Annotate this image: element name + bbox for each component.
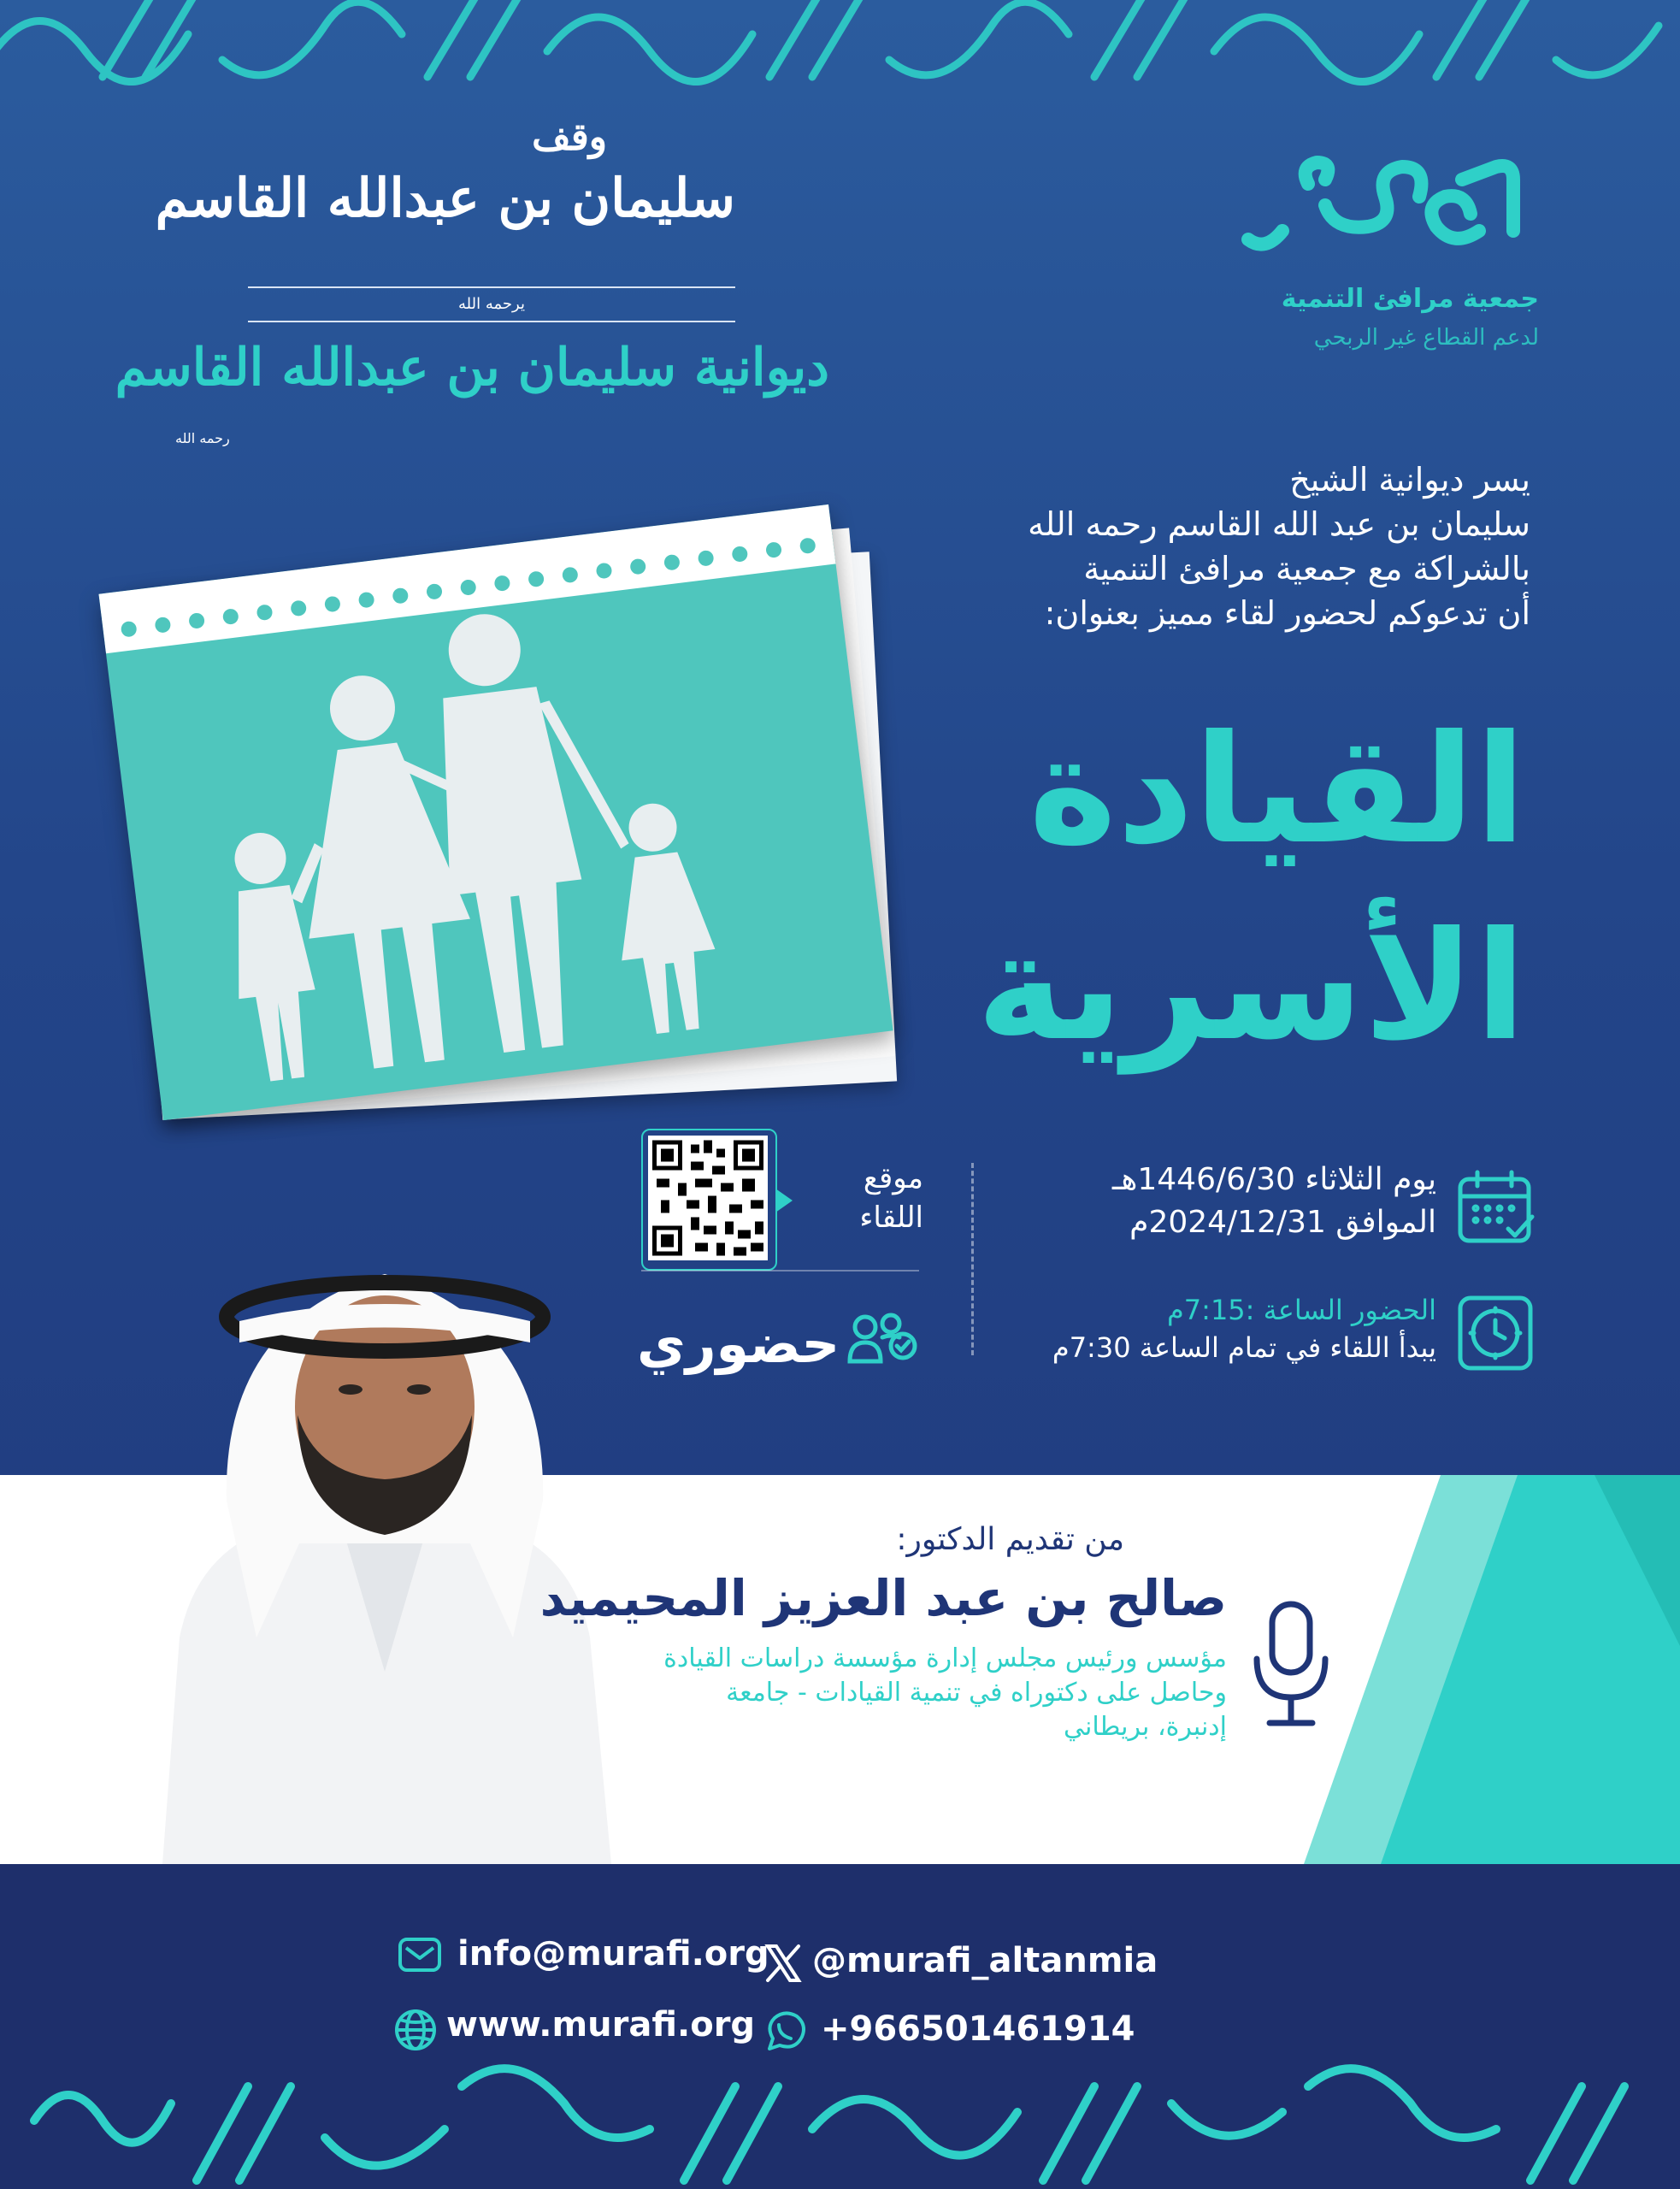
whatsapp-icon bbox=[763, 2009, 807, 2054]
waqf-block bbox=[155, 115, 735, 321]
contact-twitter[interactable]: @murafi_altanmia bbox=[812, 1941, 1158, 1980]
qr-pointer bbox=[775, 1189, 793, 1213]
contact-email[interactable]: info@murafi.org bbox=[457, 1934, 769, 1974]
invitation-line-1: يسر ديوانية الشيخ bbox=[1289, 461, 1530, 499]
family-photo-card bbox=[98, 504, 893, 1120]
presenter-bio-line-3: إدنبرة، بريطاني bbox=[1064, 1712, 1227, 1742]
contact-phone[interactable]: +966501461914 bbox=[821, 2009, 1135, 2049]
presenter-bio-line-1: مؤسس ورئيس مجلس إدارة مؤسسة دراسات القيادة bbox=[663, 1643, 1227, 1673]
location-label-line-2: اللقاء bbox=[859, 1201, 923, 1235]
event-title-line-1: القيادة bbox=[1029, 704, 1526, 877]
top-decoration bbox=[0, 0, 1680, 86]
presenter-intro: من تقديم الدكتور: bbox=[896, 1522, 1124, 1557]
event-title-line-2: الأسرية bbox=[976, 900, 1526, 1074]
time-attendance: الحضور الساعة :7:15م bbox=[1166, 1294, 1436, 1326]
invitation-line-4: أن تدعوكم لحضور لقاء مميز بعنوان: bbox=[1044, 594, 1530, 632]
qr-code[interactable] bbox=[648, 1136, 768, 1260]
presenter-photo bbox=[145, 1193, 624, 1864]
presenter-bio bbox=[594, 1642, 1227, 1744]
microphone-icon bbox=[1248, 1599, 1334, 1732]
invitation-text bbox=[761, 457, 1530, 635]
contact-website[interactable]: www.murafi.org bbox=[446, 2005, 756, 2044]
waqf-name: سليمان بن عبدالله القاسم bbox=[155, 167, 735, 229]
invitation-line-2: سليمان بن عبد الله القاسم رحمه الله bbox=[1028, 505, 1530, 543]
calendar-icon bbox=[1455, 1167, 1536, 1248]
presenter-name: صالح بن عبد العزيز المحيميد bbox=[539, 1569, 1227, 1627]
footer-decoration bbox=[0, 2052, 1680, 2189]
date-gregorian: الموافق 2024/12/31م bbox=[1129, 1205, 1436, 1240]
date-hijri: يوم الثلاثاء 1446/6/30هـ bbox=[1111, 1162, 1436, 1197]
family-silhouette bbox=[106, 563, 893, 1120]
waqf-divider-2 bbox=[248, 321, 735, 322]
clock-icon bbox=[1455, 1293, 1536, 1374]
time-text bbox=[958, 1291, 1436, 1366]
time-start: يبدأ اللقاء في تمام الساعة 7:30م bbox=[1052, 1331, 1436, 1364]
diwaniya-name: ديوانية سليمان بن عبدالله القاسم bbox=[115, 338, 829, 398]
waqf-suffix: يرحمه الله bbox=[458, 295, 525, 313]
event-title bbox=[842, 693, 1526, 1086]
qr-code-icon bbox=[648, 1136, 768, 1260]
globe-icon bbox=[393, 2008, 438, 2052]
invitation-line-3: بالشراكة مع جمعية مرافئ التنمية bbox=[1083, 550, 1530, 587]
waqf-divider bbox=[248, 286, 735, 288]
email-icon bbox=[398, 1934, 442, 1975]
presenter-bio-line-2: وحاصل على دكتوراه في تنمية القيادات - جامعة bbox=[726, 1678, 1227, 1708]
attendance-mode: حضوري bbox=[637, 1313, 840, 1375]
date-text bbox=[992, 1159, 1436, 1244]
location-divider bbox=[641, 1270, 919, 1272]
logo-mark bbox=[1231, 145, 1539, 274]
diwaniya-suffix: رحمه الله bbox=[175, 430, 230, 446]
family-photo bbox=[98, 504, 893, 1120]
location-label-line-1: موقع bbox=[863, 1161, 923, 1195]
x-logo-icon bbox=[763, 1943, 804, 1984]
logo-title: جمعية مرافئ التنمية bbox=[1281, 284, 1539, 314]
location-label bbox=[804, 1159, 923, 1237]
logo bbox=[1214, 145, 1539, 359]
logo-tagline: لدعم القطاع غير الربحي bbox=[1313, 325, 1539, 351]
people-check-icon bbox=[846, 1308, 919, 1368]
waqf-prefix: وقف bbox=[532, 115, 607, 159]
